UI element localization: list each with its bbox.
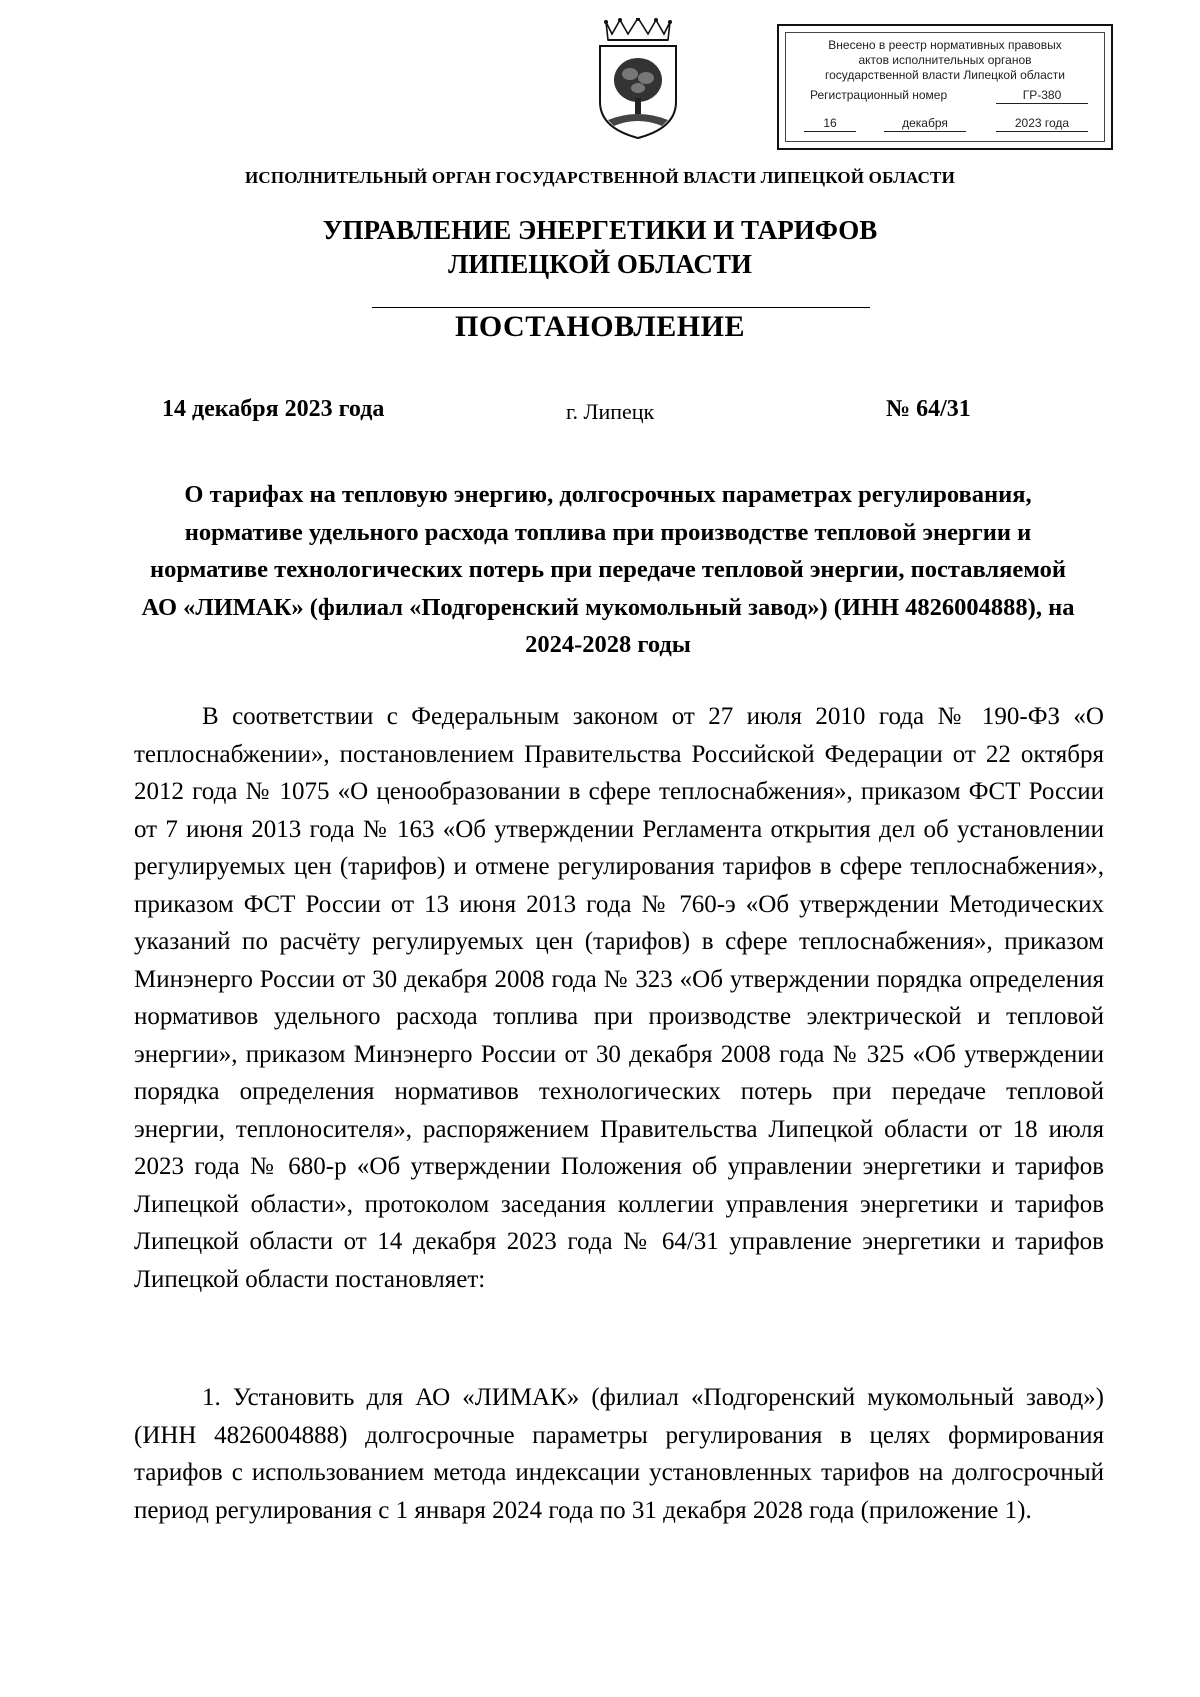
registry-stamp-frame [785, 32, 1105, 142]
organization-name: ИСПОЛНИТЕЛЬНЫЙ ОРГАН ГОСУДАРСТВЕННОЙ ВЛАСТИ ЛИПЕЦКОЙ ОБЛАСТИ [244, 168, 956, 187]
registry-stamp-line1: Внесено в реестр нормативных правовых [828, 38, 1062, 52]
registry-stamp-line2: актов исполнительных органов [858, 53, 1032, 67]
body-paragraph-preamble: В соответствии с Федеральным законом от 27 июля 2010 года № 190-ФЗ «О теплоснабжении», постановлением Правительства Российской Федерации от 22 октября 2012 года № 1075 «О ценообразовании в сфере теплоснабжения», приказом ФСТ России от 7 июня 2013 года № 163 «Об утверждении Регламента открытия дел об установлении регулируемых цен (тарифов) и отмене регулирования тарифов в сфере теплоснабжения», приказом ФСТ России от 13 июня 2013 года № 760-э «Об утверждении Методических указаний по расчёту регулируемых цен (тарифов) в сфере теплоснабжения», приказом Минэнерго России от 30 декабря 2008 года № 323 «Об утверждении порядка определения нормативов удельного расхода топлива при производстве электрической и тепловой энергии», приказом Минэнерго России от 30 декабря 2008 года № 325 «Об утверждении порядка определения нормативов технологических потерь при передаче тепловой энергии, теплоносителя», распоряжением Правительства Липецкой области от 18 июля 2023 года № 680-р «Об утверждении Положения об управлении энергетики и тарифов Липецкой области», протоколом заседания коллегии управления энергетики и тарифов Липецкой области от 14 декабря 2023 года № 64/31 управление энергетики и тарифов Липецкой области постановляет: [134, 703, 1104, 1293]
coat-of-arms-icon [592, 18, 684, 140]
document-type: ПОСТАНОВЛЕНИЕ [455, 310, 745, 343]
document-city: г. Липецк [566, 399, 655, 424]
header-divider [372, 307, 870, 308]
registry-stamp-line3: государственной власти Липецкой области [824, 68, 1066, 82]
body-paragraph-item-1: 1. Установить для АО «ЛИМАК» (филиал «Подгоренский мукомольный завод») (ИНН 4826004888) долгосрочные параметры регулирования в целях формирования тарифов с использованием метода индексации установленных тарифов на долгосрочный период регулирования с 1 января 2024 года по 31 декабря 2028 года (приложение 1). [134, 1384, 1104, 1524]
document-date: 14 декабря 2023 года [162, 396, 385, 422]
registration-year: 2023 года [996, 117, 1088, 132]
department-name-line1: УПРАВЛЕНИЕ ЭНЕРГЕТИКИ И ТАРИФОВ [322, 215, 878, 245]
department-name-line2: ЛИПЕЦКОЙ ОБЛАСТИ [448, 249, 752, 279]
registration-month: декабря [884, 117, 966, 132]
registry-stamp [777, 24, 1113, 150]
document-title: О тарифах на тепловую энергию, долгосрочных параметрах регулирования, нормативе удельного расхода топлива при производстве тепловой энергии и нормативе технологических потерь при передаче тепловой энергии, поставляемой АО «ЛИМАК» (филиал «Подгоренский мукомольный завод») (ИНН 4826004888), на 2024-2028 годы [141, 481, 1075, 658]
coat-of-arms-emblem [592, 18, 684, 140]
department-name [0, 213, 1200, 281]
registration-number-label: Регистрационный номер [810, 88, 948, 102]
registration-number: ГР-380 [996, 89, 1088, 104]
registration-day: 16 [804, 117, 856, 132]
document-number: № 64/31 [886, 396, 971, 422]
